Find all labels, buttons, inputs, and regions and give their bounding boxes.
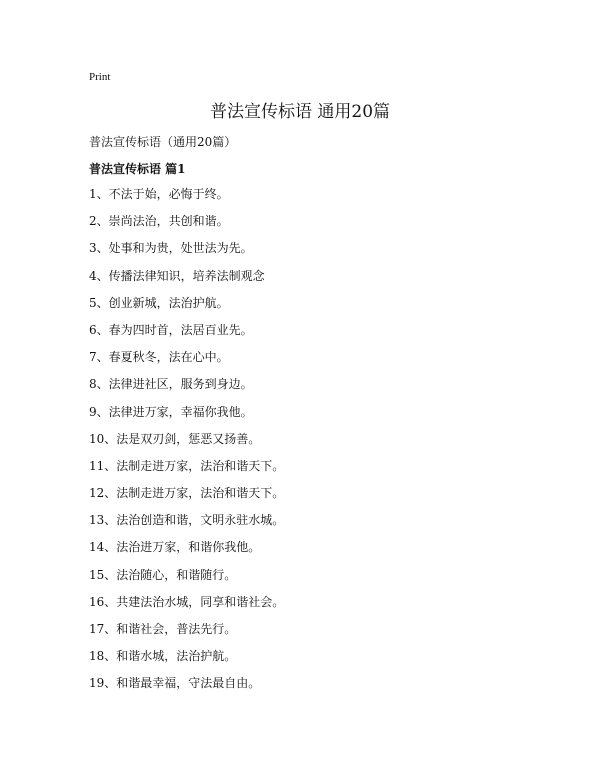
list-item: 2、崇尚法治，共创和谐。	[89, 214, 229, 229]
section-heading: 普法宣传标语 篇1	[89, 162, 186, 176]
list-item: 16、共建法治水城，同享和谐社会。	[89, 594, 285, 609]
list-item: 19、和谐最幸福，守法最自由。	[89, 676, 261, 691]
list-item: 13、法治创造和谐，文明永驻水城。	[89, 513, 285, 528]
list-item: 11、法制走进万家，法治和谐天下。	[89, 458, 285, 473]
list-item: 6、春为四时首，法居百业先。	[89, 322, 253, 337]
list-item: 3、处事和为贵，处世法为先。	[89, 241, 253, 256]
list-item: 18、和谐水城，法治护航。	[89, 649, 237, 664]
list-item: 7、春夏秋冬，法在心中。	[89, 350, 229, 365]
page-title: 普法宣传标语 通用20篇	[209, 102, 391, 122]
list-item: 5、创业新城，法治护航。	[89, 295, 229, 310]
list-item: 8、法律进社区，服务到身边。	[89, 377, 253, 392]
slogan-list	[89, 186, 284, 703]
list-item: 9、法律进万家，幸福你我他。	[89, 404, 253, 419]
list-item: 12、法制走进万家，法治和谐天下。	[89, 486, 285, 501]
list-item: 14、法治进万家，和谐你我他。	[89, 540, 261, 555]
print-label: Print	[89, 71, 111, 83]
list-item: 17、和谐社会，普法先行。	[89, 622, 237, 636]
document-subtitle: 普法宣传标语（通用20篇）	[89, 135, 237, 149]
list-item: 10、法是双刃剑，惩恶又扬善。	[89, 431, 261, 446]
list-item: 1、不法于始，必悔于终。	[89, 187, 229, 201]
list-item: 15、法治随心，和谐随行。	[89, 567, 237, 582]
list-item: 4、传播法律知识，培养法制观念	[89, 268, 265, 283]
